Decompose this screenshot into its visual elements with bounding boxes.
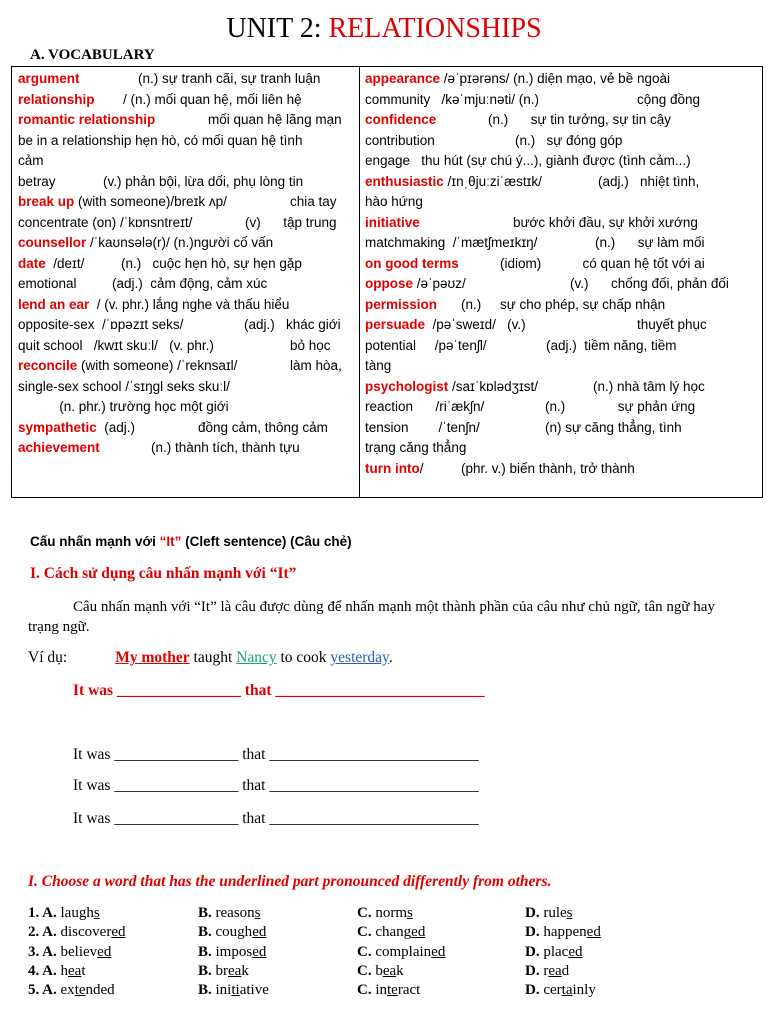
option-letter: D. (525, 982, 544, 999)
option-word-end: k (241, 962, 249, 979)
option-underlined-part: s (566, 905, 573, 921)
vocabulary-detail: /əˈpəʊz/ (413, 276, 466, 291)
option-word-start: ini (215, 982, 232, 999)
vocabulary-left-column (18, 69, 354, 459)
answer-option (525, 963, 569, 980)
vocabulary-detail: reaction /riˈækʃn/ (365, 399, 485, 414)
vocabulary-meaning: làm hòa, (290, 358, 342, 373)
vocabulary-meaning: (adj.) nhiệt tình, (598, 173, 700, 189)
option-underlined-part: ed (252, 924, 267, 941)
option-word-end: t (81, 962, 86, 979)
vocabulary-entry (18, 254, 354, 275)
vocabulary-term: confidence (365, 112, 437, 127)
vocabulary-meaning: (n.) sự phản ứng (545, 399, 696, 414)
vocabulary-entry (365, 397, 755, 418)
vocabulary-meaning: mối quan hệ lãng mạn (208, 112, 342, 127)
option-letter: 5. A. (28, 982, 61, 999)
option-letter: 1. A. (28, 905, 61, 921)
vocabulary-table (11, 66, 763, 498)
answer-option (28, 905, 100, 922)
vocabulary-meaning: (n.) nhà tâm lý học (593, 378, 705, 394)
option-word-start: ex (60, 982, 75, 999)
option-underlined-part: ed (411, 924, 426, 941)
vocabulary-meaning: (n.) sự đóng góp (515, 132, 623, 148)
vocabulary-term: on good terms (365, 255, 459, 271)
example-end: . (388, 649, 393, 666)
option-word-end: nded (85, 982, 115, 999)
vocabulary-entry (365, 213, 755, 234)
vocabulary-detail: /deɪt/ (45, 255, 85, 271)
vocabulary-term: turn into (365, 460, 420, 476)
vocabulary-detail: / (419, 460, 424, 476)
vocabulary-meaning: (n) sự căng thẳng, tình (545, 419, 682, 435)
vocabulary-entry (18, 315, 354, 336)
option-letter: B. (198, 943, 216, 960)
vocabulary-meaning: (v.) phản bội, lừa dối, phụ lòng tin (103, 173, 304, 189)
answer-option (28, 982, 115, 999)
option-underlined-part: ti (231, 982, 240, 999)
vocabulary-meaning: (phr. v.) biến thành, trở thành (461, 460, 635, 476)
vocabulary-meaning: (n.) sự làm mối (595, 235, 705, 250)
cleft-template-line: It was ________________ that ___________________________ (73, 746, 479, 763)
vocabulary-meaning: bước khởi đầu, sự khởi xướng (513, 214, 698, 230)
vocabulary-meaning: cộng đồng (637, 91, 701, 107)
option-letter: D. (525, 962, 544, 979)
vocabulary-detail: / (v. phr.) lắng nghe và thấu hiểu (89, 296, 290, 312)
unit-title-main: RELATIONSHIPS (328, 13, 542, 44)
answer-option (357, 963, 404, 980)
vocabulary-entry (18, 131, 354, 152)
vocabulary-detail: potential /pəˈtenʃl/ (365, 337, 487, 353)
option-letter: B. (198, 905, 216, 921)
vocabulary-entry (18, 356, 354, 377)
option-word-start: cough (215, 924, 253, 941)
vocabulary-entry (18, 172, 354, 193)
section-1-heading: I. Cách sử dụng câu nhấn mạnh với “It” (30, 565, 297, 582)
option-underlined-part: ed (252, 943, 267, 960)
answer-option (525, 944, 583, 961)
option-letter: C. (357, 924, 376, 941)
question-row (28, 982, 748, 1001)
option-letter: D. (525, 943, 544, 960)
answer-option (357, 982, 420, 999)
vocabulary-entry (18, 213, 354, 234)
cleft-sentence-heading (30, 534, 352, 549)
option-letter: D. (525, 924, 544, 941)
answer-option (28, 944, 111, 961)
vocabulary-entry (365, 274, 755, 295)
vocabulary-term: permission (365, 296, 438, 312)
vocabulary-entry (18, 69, 354, 90)
example-object: Nancy (236, 649, 277, 666)
vocabulary-term: romantic relationship (18, 112, 156, 127)
answer-option (357, 944, 445, 961)
cleft-heading-it: “It” (159, 534, 182, 549)
option-word-end: d (561, 962, 570, 979)
answer-option (198, 963, 249, 980)
vocabulary-detail: hào hứng (365, 194, 423, 209)
vocabulary-term: argument (18, 71, 80, 86)
option-letter: B. (198, 982, 216, 999)
option-letter: B. (198, 962, 216, 979)
vocabulary-entry (365, 356, 755, 377)
vocabulary-entry (365, 254, 755, 275)
vocabulary-term: date (18, 255, 46, 271)
vocabulary-detail: tension /ˈtenʃn/ (365, 419, 480, 435)
option-underlined-part: te (74, 982, 86, 999)
answer-option (28, 963, 86, 980)
option-underlined-part: ed (97, 943, 112, 960)
option-letter: C. (357, 943, 376, 960)
vocabulary-detail: trạng căng thẳng (365, 440, 467, 455)
vocabulary-detail: betray (18, 173, 56, 189)
vocabulary-term: psychologist (365, 378, 449, 394)
vocabulary-detail: /əˈpɪərəns/ (n.) diện mạo, vẻ bề ngoài (440, 71, 670, 86)
vocabulary-term: relationship (18, 91, 95, 107)
option-underlined-part: ed (568, 943, 583, 960)
vocabulary-detail: contribution (365, 132, 435, 148)
vocabulary-meaning: thuyết phục (637, 317, 707, 332)
example-adverb: yesterday (330, 649, 389, 666)
question-row (28, 905, 748, 924)
vocabulary-heading: A. VOCABULARY (30, 47, 155, 63)
exercise-heading: I. Choose a word that has the underlined part pronounced differently from others. (28, 873, 552, 890)
vocabulary-detail: (with someone)/breɪk ʌp/ (74, 194, 227, 209)
answer-option (198, 944, 266, 961)
vocabulary-entry (365, 438, 755, 459)
vocabulary-term: lend an ear (18, 296, 90, 312)
example-subject: My mother (115, 649, 190, 666)
vocabulary-detail: quit school /kwɪt skuːl/ (v. phr.) (18, 337, 214, 353)
vocabulary-entry (365, 295, 755, 316)
option-word-end: inly (572, 982, 596, 999)
option-word-start: laugh (60, 905, 94, 921)
option-letter: C. (357, 982, 376, 999)
option-underlined-part: te (387, 982, 398, 999)
vocabulary-entry (18, 438, 354, 459)
vocabulary-detail: matchmaking /ˈmætʃmeɪkɪŋ/ (365, 235, 538, 250)
option-underlined-part: ea (68, 962, 82, 979)
vocabulary-meaning: (n.) cuộc hẹn hò, sự hẹn gặp (121, 255, 302, 271)
vocabulary-entry (18, 90, 354, 111)
option-letter: C. (357, 905, 376, 921)
unit-title-prefix: UNIT 2: (226, 13, 329, 44)
vocabulary-detail: (with someone) /ˈreknsaɪl/ (77, 358, 238, 373)
option-word-start: r (543, 962, 549, 979)
unit-title (0, 12, 768, 46)
vocabulary-entry (18, 233, 354, 254)
vocabulary-detail: /ɪnˌθjuːziˈæstɪk/ (443, 173, 542, 189)
vocabulary-entry (18, 397, 354, 418)
vocabulary-detail: (adj.) (96, 419, 136, 435)
vocabulary-column-divider (359, 67, 360, 497)
option-underlined-part: ta (561, 982, 573, 999)
vocabulary-detail: emotional (18, 276, 77, 291)
vocabulary-meaning: bỏ học (290, 337, 331, 353)
vocabulary-term: sympathetic (18, 419, 97, 435)
vocabulary-detail: engage thu hút (sự chú ý...), giành được (tình cảm...) (365, 153, 691, 168)
vocabulary-meaning: (n.) sự tranh cãi, sự tranh luận (138, 71, 321, 86)
vocabulary-detail: cảm (18, 153, 44, 168)
vocabulary-entry (18, 274, 354, 295)
vocabulary-meaning: (n.) sự tin tưởng, sự tin cậy (488, 112, 672, 127)
vocabulary-term: counsellor (18, 235, 87, 250)
vocabulary-detail: /ˈkaʊnsələ(r)/ (n.)người cố vấn (86, 235, 274, 250)
option-underlined-part: s (407, 905, 413, 921)
option-underlined-part: s (93, 905, 100, 921)
vocabulary-detail: single-sex school /ˈsɪŋgl seks skuːl/ (18, 378, 230, 394)
option-word-start: cer (543, 982, 562, 999)
vocabulary-meaning: đồng cảm, thông cảm (198, 419, 328, 435)
vocabulary-right-column (365, 69, 755, 479)
cleft-template-line: It was ________________ that ___________________________ (73, 777, 479, 794)
answer-option (28, 924, 126, 941)
vocabulary-detail: be in a relationship hẹn hò, có mối quan hệ tình (18, 132, 303, 148)
vocabulary-entry (18, 418, 354, 439)
option-letter: C. (357, 962, 376, 979)
vocabulary-term: achievement (18, 440, 100, 455)
vocabulary-entry (365, 459, 755, 480)
option-word-start: in (375, 982, 388, 999)
vocabulary-entry (18, 377, 354, 398)
vocabulary-term: appearance (365, 71, 441, 86)
option-underlined-part: ea (228, 962, 242, 979)
option-word-start: plac (543, 943, 569, 960)
option-letter: 3. A. (28, 943, 61, 960)
vocabulary-entry (365, 377, 755, 398)
vocabulary-entry (365, 418, 755, 439)
option-letter: 2. A. (28, 924, 61, 941)
option-letter: 4. A. (28, 962, 61, 979)
option-word-start: norm (375, 905, 408, 921)
example-verb: taught (189, 649, 237, 666)
vocabulary-entry (18, 192, 354, 213)
answer-option (357, 924, 425, 941)
example-mid: to cook (276, 649, 331, 666)
option-word-end: ract (397, 982, 421, 999)
cleft-template-red: It was ________________ that ___________________________ (73, 682, 485, 699)
vocabulary-entry (18, 336, 354, 357)
question-row (28, 963, 748, 982)
option-underlined-part: ed (586, 924, 601, 941)
vocabulary-entry (365, 131, 755, 152)
vocabulary-meaning: (adj.) tiềm năng, tiềm (546, 337, 677, 353)
answer-option (525, 982, 596, 999)
answer-option (198, 905, 261, 922)
option-word-start: br (215, 962, 229, 979)
vocabulary-term: oppose (365, 276, 414, 291)
vocabulary-meaning: / (n.) mối quan hệ, mối liên hệ (123, 91, 302, 107)
vocabulary-meaning: (adj.) khác giới (244, 317, 341, 332)
vocabulary-entry (365, 315, 755, 336)
vocabulary-detail: (n. phr.) trường học một giới (18, 399, 229, 414)
vocabulary-term: reconcile (18, 358, 78, 373)
cleft-heading-suffix: (Cleft sentence) (Câu chẻ) (181, 534, 352, 549)
option-word-start: discover (60, 924, 112, 941)
question-row (28, 924, 748, 943)
vocabulary-detail: opposite-sex /ˈɒpəzɪt seks/ (18, 317, 184, 332)
vocabulary-detail: tàng (365, 358, 392, 373)
cleft-heading-text: Cấu nhấn mạnh với (30, 534, 160, 549)
answer-option (357, 905, 413, 922)
vocabulary-meaning: (adj.) cảm động, cảm xúc (112, 276, 268, 291)
option-word-start: h (60, 962, 69, 979)
vocabulary-detail: community /kəˈmjuːnəti/ (n.) (365, 91, 540, 107)
option-word-start: b (375, 962, 383, 979)
vocabulary-entry (18, 110, 354, 131)
option-word-start: impos (215, 943, 253, 960)
vocabulary-detail: /saɪˈkɒlədʒɪst/ (448, 378, 539, 394)
vocabulary-term: initiative (365, 214, 420, 230)
vocabulary-entry (365, 233, 755, 254)
vocabulary-entry (18, 295, 354, 316)
vocabulary-detail: concentrate (on) /ˈkɒnsntreɪt/ (18, 214, 193, 230)
vocabulary-entry (365, 151, 755, 172)
option-word-start: chang (375, 924, 412, 941)
option-underlined-part: ed (431, 943, 446, 960)
vocabulary-term: persuade (365, 317, 426, 332)
vocabulary-entry (365, 336, 755, 357)
vocabulary-meaning: (n.) sự cho phép, sự chấp nhận (461, 296, 666, 312)
option-word-end: k (396, 962, 404, 979)
option-word-end: ative (239, 982, 269, 999)
vocabulary-detail: /pəˈsweɪd/ (v.) (425, 317, 526, 332)
answer-option (525, 905, 573, 922)
option-word-start: believ (60, 943, 98, 960)
option-letter: D. (525, 905, 544, 921)
vocabulary-entry (365, 110, 755, 131)
vocabulary-entry (365, 90, 755, 111)
question-row (28, 944, 748, 963)
option-underlined-part: ed (111, 924, 126, 941)
option-underlined-part: s (254, 905, 261, 921)
vocabulary-entry (365, 172, 755, 193)
vocabulary-meaning: (v) tập trung (245, 214, 337, 230)
option-underlined-part: ea (382, 962, 397, 979)
vocabulary-entry (18, 151, 354, 172)
option-word-start: reason (215, 905, 255, 921)
answer-option (525, 924, 601, 941)
vocabulary-meaning: (v.) chống đối, phản đối (570, 276, 729, 291)
cleft-template-line: It was ________________ that ___________________________ (73, 810, 479, 827)
vocabulary-entry (365, 69, 755, 90)
option-word-start: rule (543, 905, 567, 921)
option-letter: B. (198, 924, 216, 941)
cleft-example (28, 649, 393, 667)
vocabulary-meaning: (idiom) có quan hệ tốt với ai (500, 255, 705, 271)
example-label: Ví dụ: (28, 649, 68, 666)
answer-option (198, 924, 266, 941)
option-word-start: happen (543, 924, 587, 941)
option-word-start: complain (375, 943, 432, 960)
vocabulary-entry (365, 192, 755, 213)
vocabulary-term: break up (18, 194, 75, 209)
vocabulary-term: enthusiastic (365, 173, 444, 189)
answer-option (198, 982, 269, 999)
option-underlined-part: ea (548, 962, 562, 979)
vocabulary-meaning: chia tay (290, 194, 337, 209)
vocabulary-meaning: (n.) thành tích, thành tựu (151, 440, 300, 455)
cleft-explanation-paragraph: Câu nhấn mạnh với “It” là câu được dùng để nhấn mạnh một thành phần của câu như chủ ngữ, tân ngữ hay trạng ngữ. (28, 599, 715, 635)
